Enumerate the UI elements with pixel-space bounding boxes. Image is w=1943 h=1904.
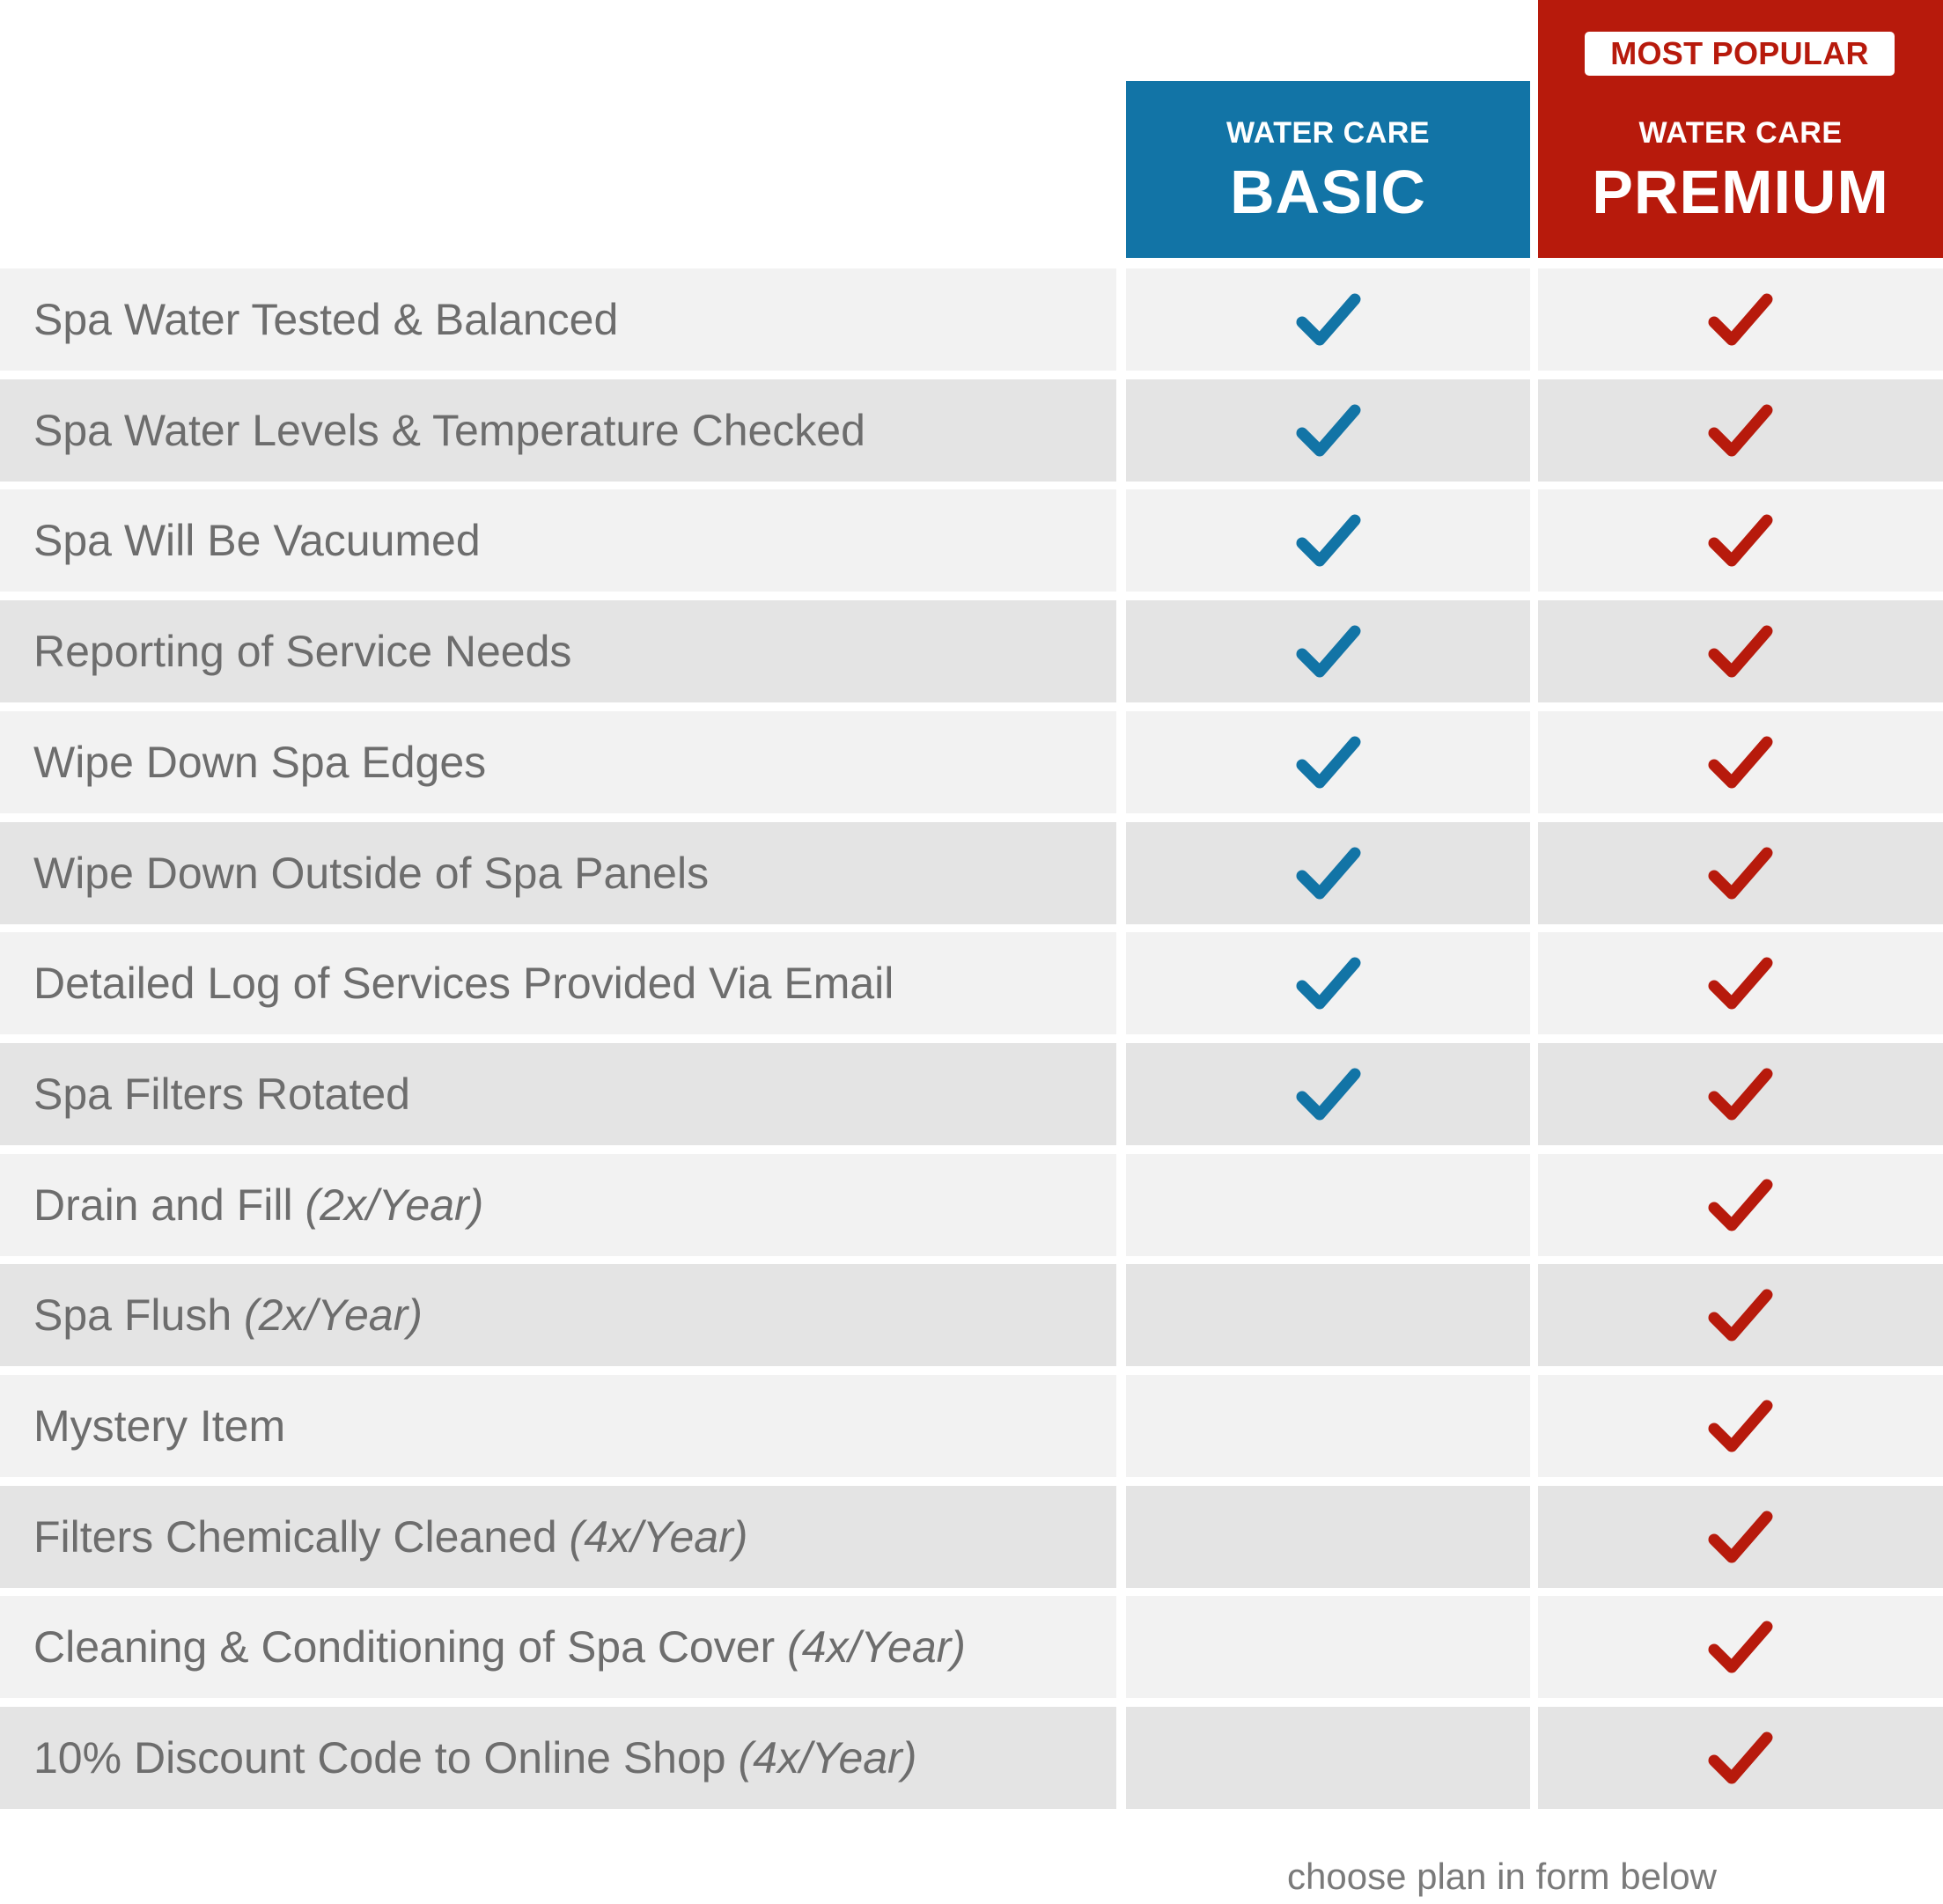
table-row [0,1707,1943,1809]
checkmark-icon [1295,401,1362,459]
feature-cell [0,711,1116,813]
plan-subtitle: WATER CARE [1638,116,1843,150]
feature-name: Spa Flush [33,1290,245,1340]
footer-note: choose plan in form below [1287,1856,1717,1897]
feature-label [33,600,571,702]
feature-name: Spa Filters Rotated [33,1070,410,1119]
plan-name: PREMIUM [1592,158,1889,226]
premium-cell [1538,268,1943,371]
checkmark-icon [1295,511,1362,570]
feature-cell [0,1707,1116,1809]
table-row [0,268,1943,371]
basic-cell [1126,932,1530,1034]
plan-name: BASIC [1230,158,1426,226]
table-row [0,1486,1943,1588]
feature-name: Spa Water Levels & Temperature Checked [33,406,865,455]
basic-cell [1126,268,1530,371]
premium-cell [1538,1375,1943,1477]
checkmark-icon [1707,290,1774,349]
feature-frequency: (2x/Year) [244,1290,423,1340]
basic-cell [1126,1043,1530,1145]
basic-cell [1126,711,1530,813]
feature-label [33,379,865,482]
checkmark-icon [1707,733,1774,791]
feature-frequency: (4x/Year) [787,1622,966,1672]
checkmark-icon [1295,622,1362,680]
feature-name: 10% Discount Code to Online Shop [33,1733,739,1783]
checkmark-icon [1707,1286,1774,1344]
checkmark-icon [1295,1065,1362,1123]
premium-cell [1538,1154,1943,1256]
feature-name: Cleaning & Conditioning of Spa Cover [33,1622,788,1672]
basic-cell [1126,379,1530,482]
checkmark-icon [1295,844,1362,902]
feature-frequency: (2x/Year) [305,1180,484,1230]
feature-label [33,1043,410,1145]
feature-cell [0,600,1116,702]
premium-cell [1538,489,1943,592]
feature-label [33,932,894,1034]
feature-frequency: (4x/Year) [738,1733,917,1783]
feature-cell [0,268,1116,371]
feature-cell [0,1043,1116,1145]
plan-subtitle: WATER CARE [1225,116,1431,150]
checkmark-icon [1707,1176,1774,1234]
feature-name: Spa Water Tested & Balanced [33,295,619,344]
checkmark-icon [1707,622,1774,680]
table-row [0,1375,1943,1477]
basic-cell [1126,1375,1530,1477]
table-row [0,1043,1943,1145]
feature-name: Filters Chemically Cleaned [33,1512,570,1562]
premium-cell [1538,1596,1943,1698]
basic-cell [1126,822,1530,924]
plan-header-premium [1538,0,1943,258]
feature-label [33,1596,966,1698]
feature-cell [0,1154,1116,1256]
table-row [0,711,1943,813]
feature-label [33,1264,423,1366]
feature-cell [0,1486,1116,1588]
basic-cell [1126,1596,1530,1698]
table-row [0,1154,1943,1256]
feature-name: Wipe Down Spa Edges [33,738,487,787]
premium-cell [1538,822,1943,924]
checkmark-icon [1707,1729,1774,1787]
premium-cell [1538,1707,1943,1809]
feature-cell [0,932,1116,1034]
feature-name: Mystery Item [33,1401,286,1451]
basic-cell [1126,600,1530,702]
table-row [0,932,1943,1034]
premium-cell [1538,600,1943,702]
plan-header-basic [1126,81,1530,258]
feature-label [33,822,709,924]
premium-cell [1538,932,1943,1034]
checkmark-icon [1707,844,1774,902]
checkmark-icon [1707,1618,1774,1676]
feature-name: Drain and Fill [33,1180,305,1230]
feature-label [33,711,486,813]
basic-cell [1126,1707,1530,1809]
most-popular-badge: MOST POPULAR [1585,32,1895,76]
premium-cell [1538,379,1943,482]
premium-cell [1538,1264,1943,1366]
premium-cell [1538,1486,1943,1588]
feature-cell [0,1264,1116,1366]
feature-label [33,1375,285,1477]
feature-label [33,1154,483,1256]
checkmark-icon [1707,1397,1774,1455]
feature-cell [0,489,1116,592]
feature-label [33,489,481,592]
feature-cell [0,822,1116,924]
feature-name: Detailed Log of Services Provided Via Email [33,959,894,1008]
checkmark-icon [1295,733,1362,791]
basic-cell [1126,489,1530,592]
feature-label [33,268,618,371]
feature-frequency: (4x/Year) [569,1512,748,1562]
checkmark-icon [1707,511,1774,570]
checkmark-icon [1707,401,1774,459]
table-row [0,379,1943,482]
premium-cell [1538,1043,1943,1145]
feature-name: Wipe Down Outside of Spa Panels [33,849,710,898]
table-row [0,1264,1943,1366]
feature-name: Spa Will Be Vacuumed [33,516,481,565]
table-row [0,822,1943,924]
feature-label [33,1707,916,1809]
table-row [0,489,1943,592]
feature-cell [0,1596,1116,1698]
feature-cell [0,1375,1116,1477]
basic-cell [1126,1264,1530,1366]
table-row [0,600,1943,702]
feature-label [33,1486,747,1588]
checkmark-icon [1707,954,1774,1012]
checkmark-icon [1295,954,1362,1012]
feature-name: Reporting of Service Needs [33,627,572,676]
checkmark-icon [1295,290,1362,349]
basic-cell [1126,1486,1530,1588]
checkmark-icon [1707,1065,1774,1123]
feature-cell [0,379,1116,482]
premium-cell [1538,711,1943,813]
table-row [0,1596,1943,1698]
basic-cell [1126,1154,1530,1256]
checkmark-icon [1707,1508,1774,1566]
